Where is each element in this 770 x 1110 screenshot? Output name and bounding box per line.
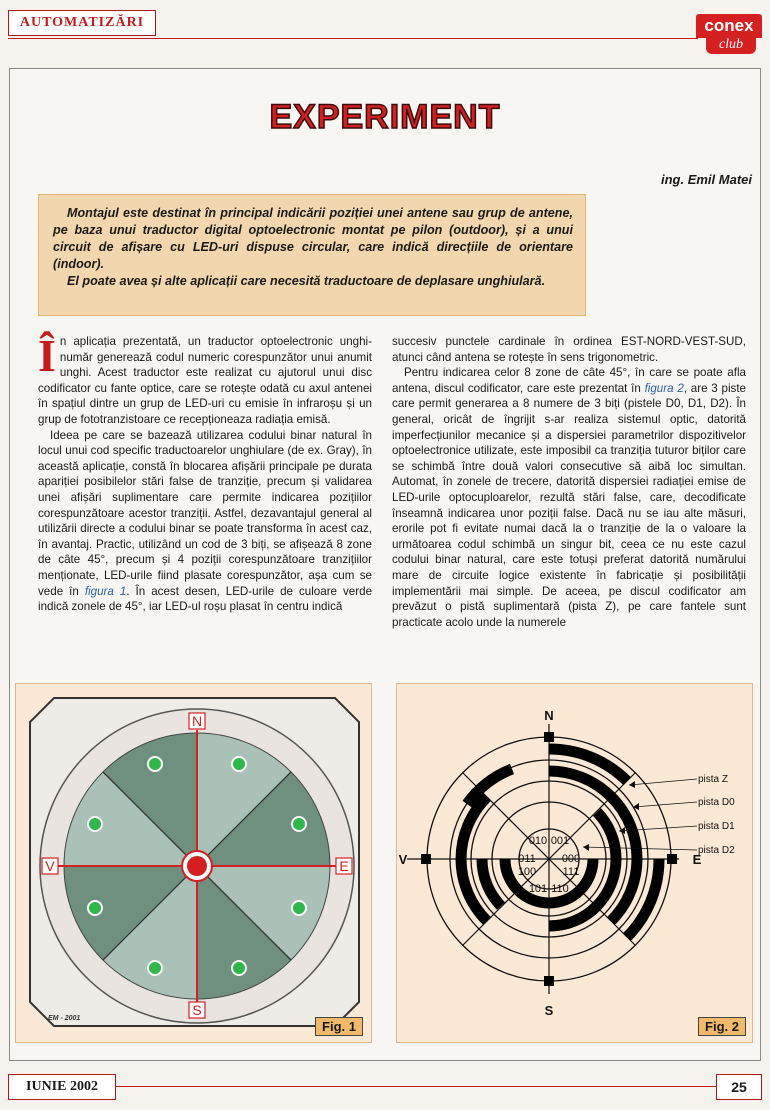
label-north: N — [544, 708, 554, 723]
abstract-paragraph-1: Montajul este destinat în principal indicării poziției unei antene sau grup de antene, pe baza unui traductor digital optoelectronic montat pe pilon (outdoor), și a unui circuit de afișare cu LED-uri dispuse circular, care indică direcțiile de orientare (indoor). — [53, 206, 573, 271]
led-green — [232, 961, 246, 975]
col2-paragraph-2a: Pentru indicarea celor 8 zone de câte 45°, în care se poate afla antena, discul codificator, care este prezentat în — [392, 366, 746, 395]
center-led-red — [187, 856, 207, 876]
section-label: AUTOMATIZĂRI — [8, 10, 156, 36]
track-labels — [698, 774, 735, 856]
figure-2-label: Fig. 2 — [698, 1017, 746, 1036]
figure-1-drawing — [16, 684, 373, 1044]
figure-1 — [15, 683, 372, 1043]
abstract-box — [38, 194, 586, 316]
label-east: E — [692, 852, 702, 867]
label-north: N — [191, 713, 203, 729]
led-green — [148, 961, 162, 975]
track-d1-arc — [597, 812, 616, 859]
text-column-1 — [38, 330, 373, 615]
logo-bottom: club — [706, 36, 756, 54]
conex-club-logo — [696, 8, 762, 58]
track-label-z: pista Z — [698, 774, 729, 785]
figure-credit: EM - 2001 — [48, 1015, 81, 1022]
code-label: 011 — [518, 853, 536, 865]
label-west: V — [45, 858, 55, 874]
col2-paragraph-2b: , are 3 piste care permit generarea a 8 numere de 3 biți (pistele D0, D1, D2). În general, oricât de îngrijit s-ar realiza sistemul optic, datorită imperfecțiunilor mecanice și a dispersiei parametrilor dispozitivelor optoelectronice utilizate, este imposibil ca tranziția tuturor biților care se schimbă între două valori consecutive să aibă loc simultan. Automat, în zonele de trecere, datorită dispersiei radiației emise de LED-urile optocuploarelor, rezultă stări false, care, decodificate înseamnă indicarea unor poziții false. Dacă nu se iau alte măsuri, erorile pot fi evitate numai dacă la o tranziție de la o valoare la următoarea codul schimbă un singur bit, ceea ce nu este cazul codului binar natural, care este totuși preferat datorită numărului mare de circuite logice existente în fabricație și posibilității implementării mai simple. De aceea, pe discul codificator am prevăzut o pistă suplimentară (pista Z), pe care fantele sunt practicate acolo unde la numerele — [392, 381, 746, 629]
figure-2 — [396, 683, 753, 1043]
code-label: 000 — [561, 853, 581, 865]
issue-label: IUNIE 2002 — [8, 1074, 116, 1100]
track-label-d1: pista D1 — [698, 821, 735, 832]
led-green — [232, 757, 246, 771]
figure1-reference[interactable]: figura 1 — [84, 584, 127, 598]
article-title: EXPERIMENT — [269, 98, 501, 136]
code-label: 100 — [517, 866, 537, 878]
track-d1-arc — [482, 859, 501, 906]
col1-paragraph-2a: Ideea pe care se bazează utilizarea codului binar natural în locul unui cod specific traductoarelor unghiulare (de ex. Gray), în această aplicație, constă în blocarea afișării principale pe durata apariției posibilelor stări false de tranziție, precum și validarea unei afișări suplimentare care permite indicarea pozițiilor corespunzătoare acestor tranziții. Astfel, dezavantajul general al utilizării directe a codului binar se poate transforma în acest caz, în avantaj. Practic, utilizând un cod de 3 biți, se afișează 8 zone de câte 45°, precum și 4 poziții corespunzătoare tranzițiilor menționate, LED-urile fiind plasate corespunzător, așa cum se vede în — [38, 428, 372, 598]
led-green — [148, 757, 162, 771]
code-label: 111 — [562, 866, 580, 878]
page-number: 25 — [716, 1074, 762, 1100]
label-south: S — [192, 1002, 202, 1018]
label-west: V — [398, 852, 408, 867]
code-label: 010 — [528, 835, 548, 847]
code-label: 001 — [550, 835, 570, 847]
label-south: S — [544, 1003, 554, 1018]
figure-1-label: Fig. 1 — [315, 1017, 363, 1036]
label-east: E — [339, 858, 349, 874]
footer-rule — [116, 1086, 716, 1087]
drop-cap: Î — [38, 330, 56, 381]
code-label: 101 — [528, 883, 548, 895]
header-rule — [8, 38, 698, 39]
code-label: 110 — [551, 883, 569, 895]
led-green — [292, 817, 306, 831]
col2-paragraph-1: succesiv punctele cardinale în ordinea EST-NORD-VEST-SUD, atunci când antena se rotește în sens trigonometric. — [392, 335, 746, 364]
track-label-d0: pista D0 — [698, 797, 735, 808]
led-green — [88, 901, 102, 915]
figure2-reference[interactable]: figura 2 — [644, 381, 684, 395]
led-green — [88, 817, 102, 831]
track-label-d2: pista D2 — [698, 845, 735, 856]
figure-2-drawing — [397, 684, 754, 1044]
col1-paragraph-2b: . În acest desen, LED-urile de culoare verde indică zonele de 45°, iar LED-ul roșu plasat în centru indică — [38, 584, 373, 614]
col1-paragraph-1: n aplicația prezentată, un traductor optoelectronic unghi-număr generează codul numeric corespunzător unui anumit unghi. Acest traductor este realizat cu ajutorul unui disc codificator cu fante optice, care se rotește odată cu axul antenei în spațiul dintre un grup de LED-uri cu emisie în infraroșu și un grup de fototranzistoare ce recepționeaza radiația emisă. — [38, 335, 372, 426]
led-green — [292, 901, 306, 915]
text-column-2 — [392, 334, 746, 630]
logo-top: conex — [696, 14, 762, 38]
article-author: ing. Emil Matei — [660, 172, 752, 187]
abstract-paragraph-2: El poate avea și alte aplicații care necesită traductoare de deplasare unghiulară. — [67, 274, 546, 288]
